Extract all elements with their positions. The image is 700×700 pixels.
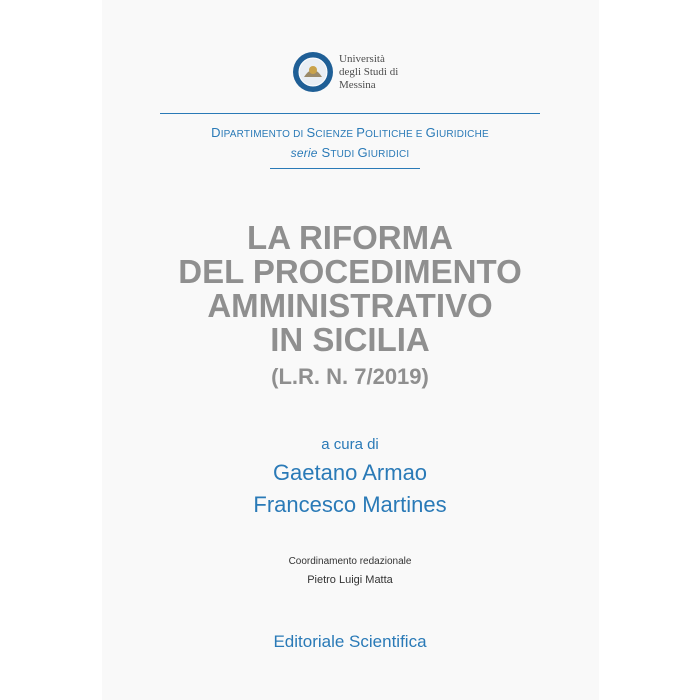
- department-name: DIPARTIMENTO DI SCIENZE POLITICHE E GIURIDICHE: [211, 125, 489, 140]
- title-line-1: LA RIFORMA: [247, 219, 453, 256]
- university-name-line-1: Università: [339, 53, 385, 65]
- publisher-name: Editoriale Scientifica: [273, 632, 427, 651]
- title-line-3: AMMINISTRATIVO: [207, 287, 493, 324]
- university-name-line-3: Messina: [339, 79, 376, 91]
- university-name-line-2: degli Studi di: [339, 66, 399, 78]
- series-name: serie STUDI GIURIDICI: [290, 145, 410, 160]
- title-line-2: DEL PROCEDIMENTO: [178, 253, 522, 290]
- editor-name-2: Francesco Martines: [253, 492, 447, 517]
- coordination-name: Pietro Luigi Matta: [307, 574, 393, 586]
- top-divider: [160, 113, 540, 114]
- coordination-label: Coordinamento redazionale: [288, 556, 412, 567]
- editors-label: a cura di: [321, 436, 379, 453]
- university-seal-icon: [292, 51, 334, 93]
- editor-name-1: Gaetano Armao: [272, 460, 428, 485]
- book-title: [0, 221, 700, 357]
- series-divider: [270, 168, 420, 169]
- university-logo: [292, 51, 432, 101]
- title-line-4: IN SICILIA: [270, 321, 430, 358]
- book-subtitle: (L.R. N. 7/2019): [271, 364, 429, 389]
